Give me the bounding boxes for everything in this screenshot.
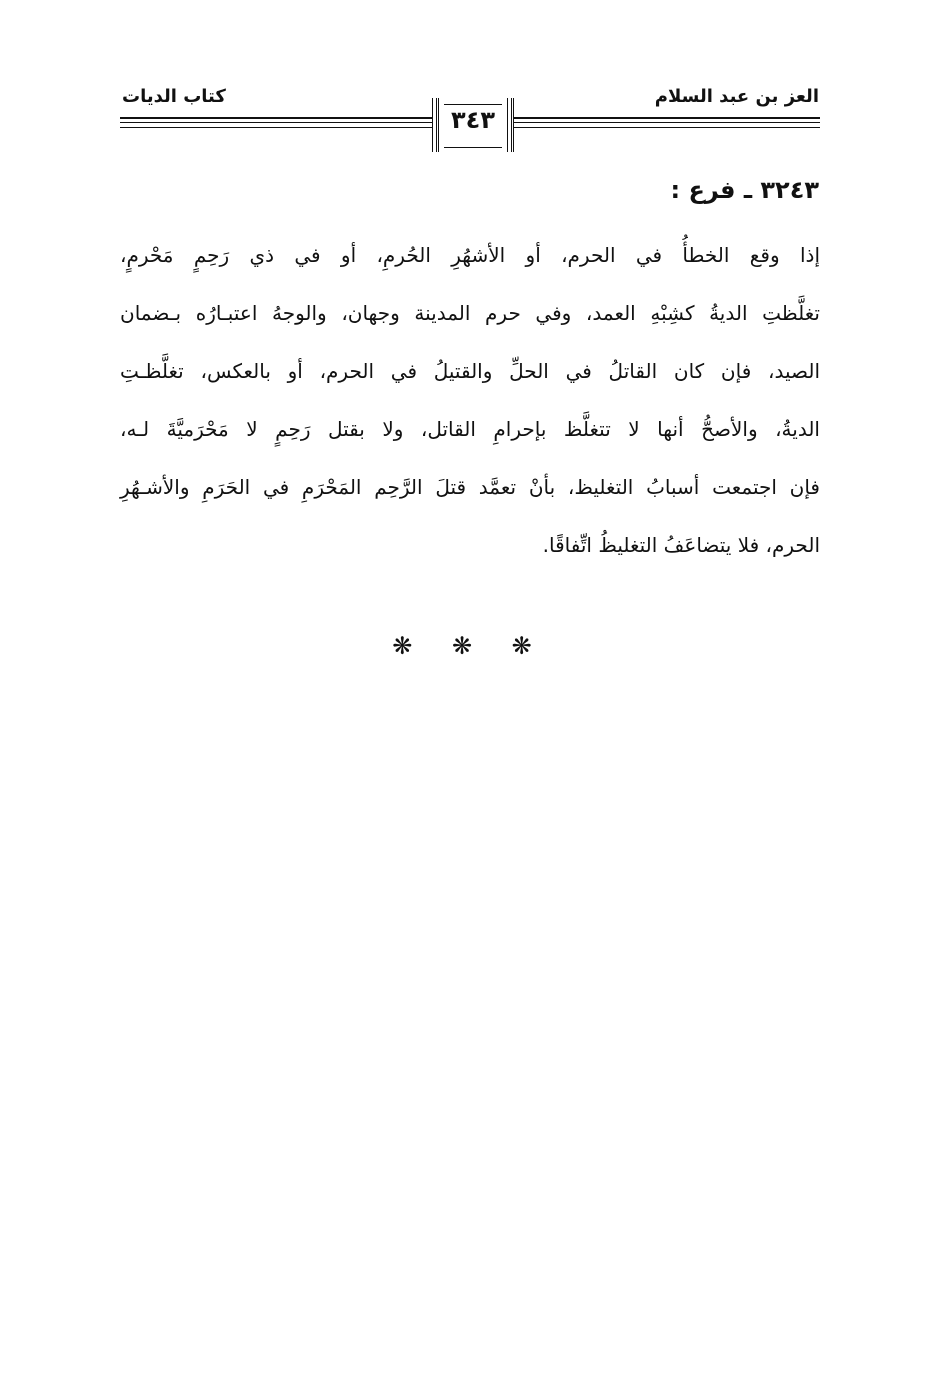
text-line: الديةُ، والأصحُّ أنها لا تتغلَّظ بإحرامِ القاتل، ولا بقتل رَحِمٍ لا مَحْرَميَّةَ لـه،: [120, 417, 820, 441]
frame-bar: [507, 98, 514, 152]
text-line: الحرم، فلا يتضاعَفُ التغليظُ اتِّفاقًا.: [542, 533, 820, 557]
section-heading: ٣٢٤٣ ـ فرع :: [670, 176, 819, 204]
header-rule: [120, 122, 432, 123]
header-rule: [514, 127, 820, 128]
running-header-author: العز بن عبد السلام: [654, 86, 819, 107]
header-rule: [514, 117, 820, 119]
body-paragraph: [120, 226, 820, 574]
header-rule: [120, 127, 432, 128]
header-rule: [514, 122, 820, 123]
text-line: إذا وقع الخطأُ في الحرم، أو الأشهُرِ الحُرمِ، أو في ذي رَحِمٍ مَحْرمٍ،: [120, 243, 820, 267]
text-line: تغلَّظتِ الديةُ كشِبْهِ العمد، وفي حرم المدينة وجهان، والوجهُ اعتبـارُه بـضمان: [120, 301, 820, 325]
page-number: ٣٤٣: [451, 106, 495, 134]
header-rule: [120, 117, 432, 119]
page-number-frame: [432, 98, 514, 154]
section-end-ornament: ❋ ❋ ❋: [392, 632, 548, 660]
text-line: فإن اجتمعت أسبابُ التغليظ، بأنْ تعمَّد قتلَ الرَّحِم المَحْرَمِ في الحَرَمِ والأشـهُرِ: [120, 475, 820, 499]
text-line: الصيد، فإن كان القاتلُ في الحلِّ والقتيلُ في الحرم، أو بالعكس، تغلَّظـتِ: [120, 359, 820, 383]
running-header-book-title: كتاب الديات: [122, 86, 226, 107]
